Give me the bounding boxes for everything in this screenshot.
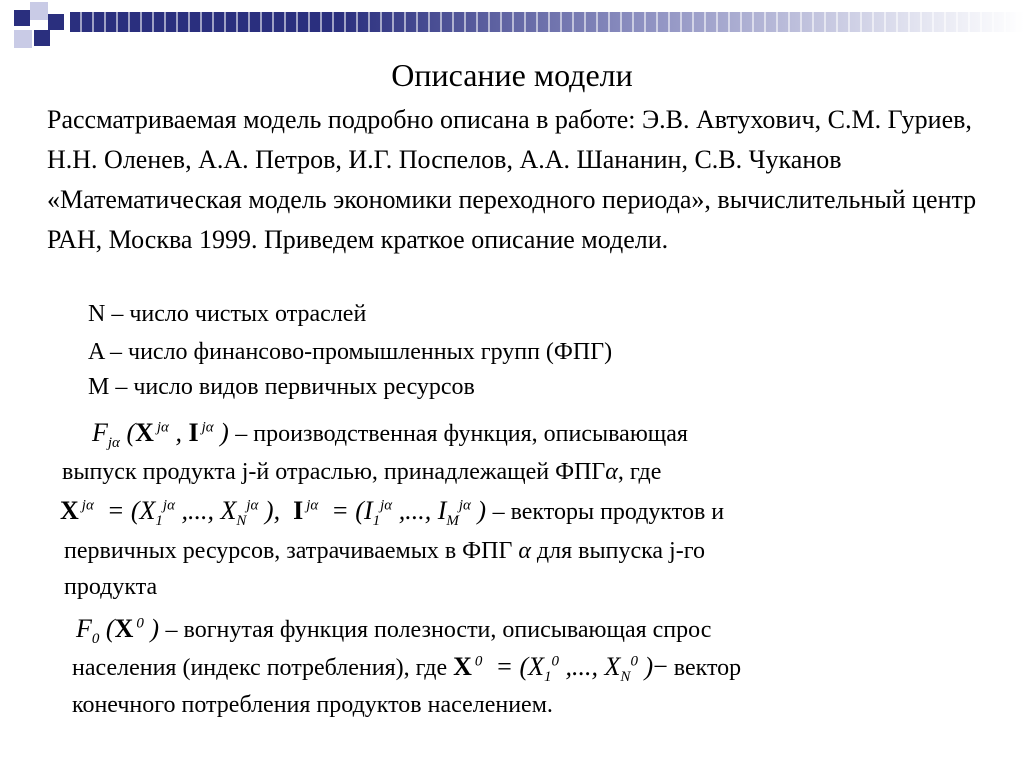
slide-title: Описание модели: [391, 57, 633, 93]
alpha-symbol: α: [518, 538, 531, 564]
vectors-line: [60, 496, 725, 530]
production-desc: – производственная функция, описывающая: [235, 421, 688, 447]
formula-utility-function: $F_0$ (X $^0$ ): [76, 614, 160, 648]
formula-vectors: X $^{j\alpha} = (X_1^{j\alpha}$ ,..., $X_N^{j\alpha}$ ), I $^{j\alpha} = (I_1^{j\alpha}$ ,..., $I_M^{j\alpha}$ ): [60, 496, 487, 530]
utility-line-3: конечного потребления продуктов населением.: [72, 692, 553, 718]
production-text: выпуск продукта j-й отраслью, принадлежащей ФПГ: [62, 459, 606, 485]
definition-n: N – число чистых отраслей: [88, 301, 367, 327]
utility-function-line: [76, 614, 712, 648]
utility-desc: – вогнутая функция полезности, описывающая спрос: [165, 617, 712, 643]
utility-line-2: [72, 652, 742, 686]
formula-consumption-vector: X $^0 = (X_1^0$ ,..., $X_N^0$ )−: [453, 652, 668, 686]
resources-text: первичных ресурсов, затрачиваемых в ФПГ: [64, 538, 513, 564]
decor-square: [14, 30, 32, 48]
where-text: , где: [617, 459, 662, 485]
decor-square: [48, 14, 64, 30]
resources-text-end: для выпуска j-го: [536, 538, 705, 564]
intro-paragraph: Рассматриваемая модель подробно описана в работе: Э.В. Автухович, С.М. Гуриев, Н.Н. Оленев, А.А. Петров, И.Г. Поспелов, А.А. Шананин, С.В. Чуканов «Математическая модель экономики переходного периода», вычислительный центр РАН, Москва 1999. Приведем краткое описание модели.: [47, 105, 977, 254]
decor-band: [70, 12, 1024, 32]
decor-square: [14, 10, 30, 26]
decor-square: [30, 2, 48, 20]
vectors-desc: – векторы продуктов и: [492, 499, 725, 525]
definition-a: A – число финансово-промышленных групп (ФПГ): [88, 339, 613, 365]
vector-word: вектор: [673, 655, 742, 681]
decor-square: [34, 30, 50, 46]
utility-where-text: населения (индекс потребления), где: [72, 655, 448, 681]
formula-production-function: $F_{j\alpha}$ (X $^{j\alpha}$ , I $^{j\alpha}$ ): [92, 418, 229, 452]
production-function-line: [92, 418, 688, 452]
production-line-4: продукта: [64, 574, 158, 600]
production-line-2: [62, 457, 661, 487]
production-line-3: [64, 536, 705, 566]
alpha-symbol: α: [605, 459, 618, 485]
definition-m: M – число видов первичных ресурсов: [88, 374, 475, 400]
